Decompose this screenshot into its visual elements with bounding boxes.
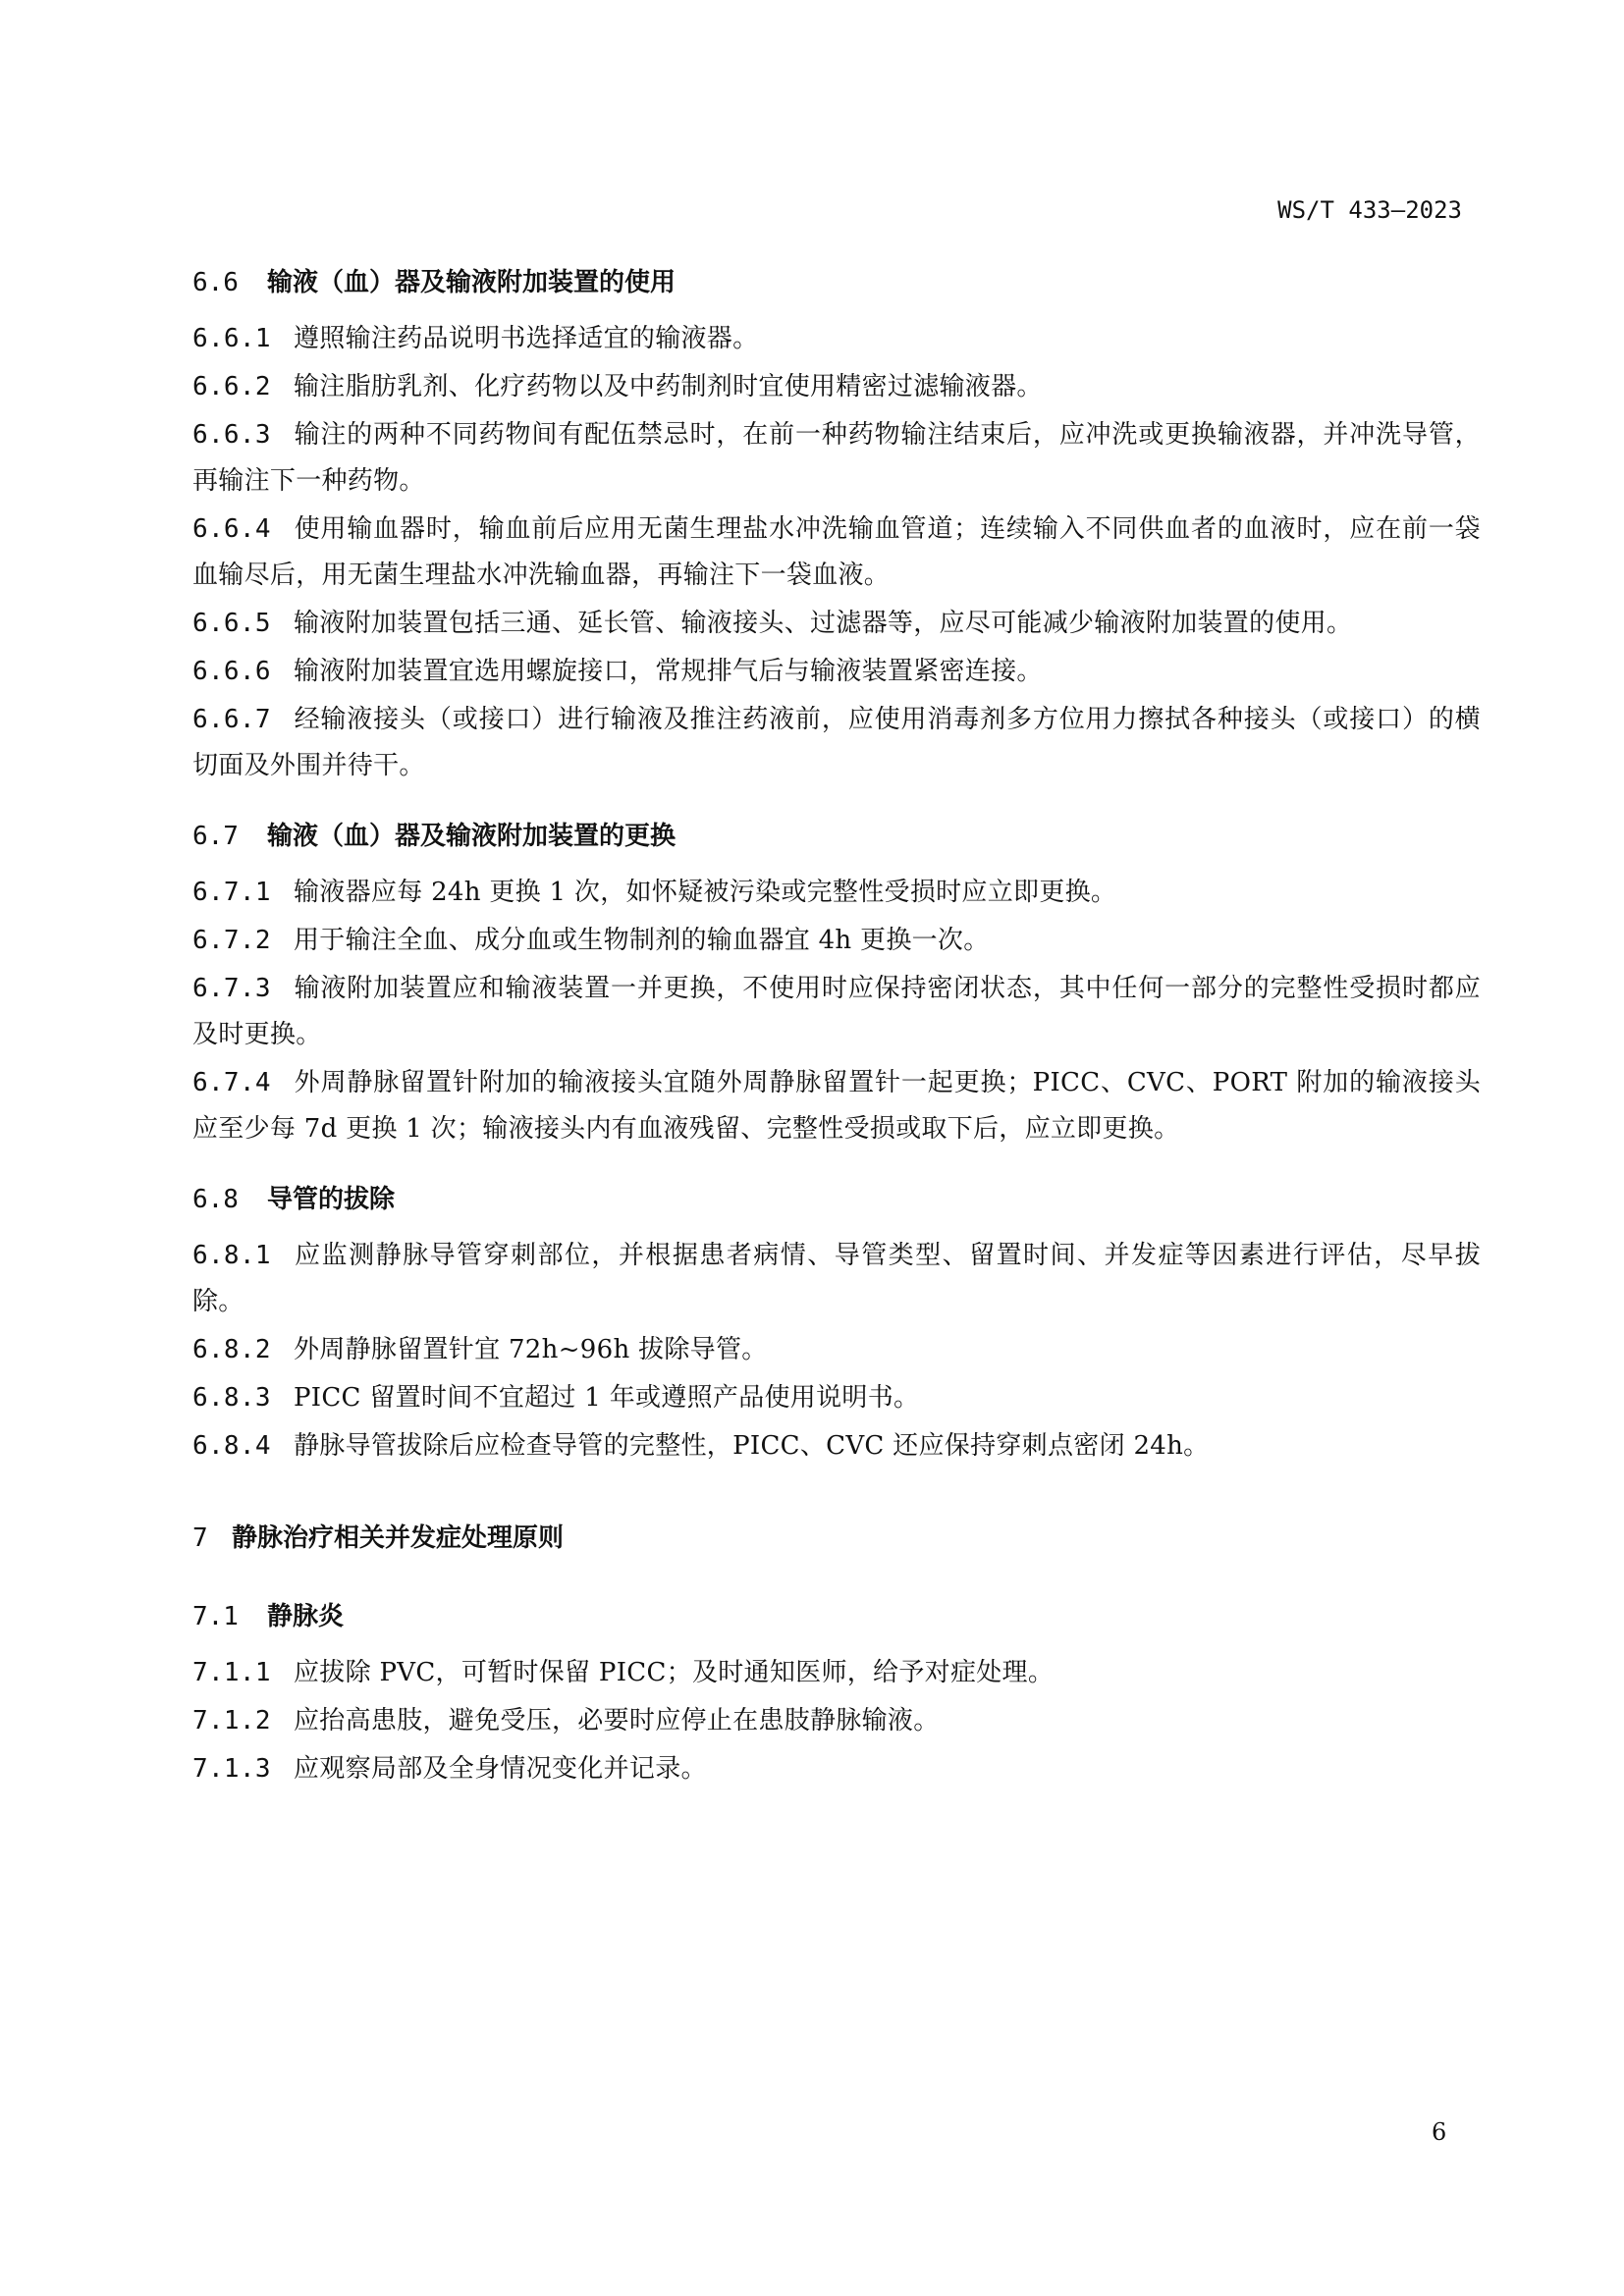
- clause-number: 6.8.4: [192, 1431, 271, 1461]
- section-number: 7.1: [192, 1602, 239, 1631]
- clause-6-8-3: [192, 1375, 1481, 1421]
- clause-number: 6.6.7: [192, 705, 271, 734]
- section-number: 6.7: [192, 822, 239, 851]
- clause-text: 静脉导管拔除后应检查导管的完整性，PICC、CVC 还应保持穿刺点密闭 24h。: [294, 1431, 1210, 1461]
- section-heading-6-8: [192, 1180, 1481, 1219]
- section-title: 输液（血）器及输液附加装置的使用: [267, 268, 677, 297]
- clause-number: 6.6.3: [192, 420, 271, 450]
- clause-number: 6.6.6: [192, 657, 271, 686]
- section-title: 输液（血）器及输液附加装置的更换: [267, 822, 677, 851]
- clause-6-7-2: [192, 918, 1481, 964]
- clause-number: 6.6.5: [192, 609, 271, 638]
- clause-text: 用于输注全血、成分血或生物制剂的输血器宜 4h 更换一次。: [294, 926, 990, 955]
- clause-6-6-6: [192, 649, 1481, 695]
- section-heading-6-6: [192, 263, 1481, 302]
- clause-number: 6.7.2: [192, 926, 271, 955]
- clause-text: 经输液接头（或接口）进行输液及推注药液前，应使用消毒剂多方位用力擦拭各种接头（或接口）的横切面及外围并待干。: [192, 705, 1481, 780]
- clause-text: 输液附加装置宜选用螺旋接口，常规排气后与输液装置紧密连接。: [294, 657, 1043, 686]
- clause-text: 输液附加装置包括三通、延长管、输液接头、过滤器等，应尽可能减少输液附加装置的使用。: [294, 609, 1353, 638]
- clause-6-8-4: [192, 1423, 1481, 1469]
- section-number: 7: [192, 1523, 208, 1553]
- clause-number: 6.6.2: [192, 372, 271, 401]
- clause-6-6-3: [192, 412, 1481, 505]
- clause-number: 6.8.3: [192, 1383, 271, 1413]
- clause-number: 6.7.4: [192, 1068, 271, 1097]
- clause-number: 7.1.1: [192, 1658, 271, 1687]
- clause-text: 外周静脉留置针附加的输液接头宜随外周静脉留置针一起更换；PICC、CVC、PORT 附加的输液接头应至少每 7d 更换 1 次；输液接头内有血液残留、完整性受损或取下后，应立即更换。: [192, 1068, 1481, 1144]
- section-heading-7: [192, 1519, 1481, 1558]
- clause-number: 6.7.1: [192, 878, 271, 907]
- clause-number: 6.8.2: [192, 1335, 271, 1364]
- document-body: [192, 263, 1481, 1794]
- clause-text: 输液附加装置应和输液装置一并更换，不使用时应保持密闭状态，其中任何一部分的完整性受损时都应及时更换。: [192, 974, 1481, 1049]
- section-title: 静脉治疗相关并发症处理原则: [232, 1523, 565, 1553]
- clause-number: 7.1.2: [192, 1706, 271, 1735]
- clause-6-6-7: [192, 697, 1481, 789]
- section-title: 导管的拔除: [267, 1185, 396, 1214]
- clause-text: 应监测静脉导管穿刺部位，并根据患者病情、导管类型、留置时间、并发症等因素进行评估，尽早拔除。: [192, 1241, 1481, 1316]
- document-id: WS/T 433—2023: [1277, 196, 1462, 224]
- clause-6-7-1: [192, 870, 1481, 916]
- clause-6-6-2: [192, 364, 1481, 410]
- clause-7-1-3: [192, 1746, 1481, 1792]
- clause-text: 外周静脉留置针宜 72h~96h 拔除导管。: [294, 1335, 768, 1364]
- clause-6-8-1: [192, 1233, 1481, 1325]
- clause-text: 遵照输注药品说明书选择适宜的输液器。: [294, 324, 759, 353]
- section-heading-7-1: [192, 1597, 1481, 1636]
- clause-text: 输注脂肪乳剂、化疗药物以及中药制剂时宜使用精密过滤输液器。: [294, 372, 1043, 401]
- section-title: 静脉炎: [267, 1602, 345, 1631]
- clause-text: PICC 留置时间不宜超过 1 年或遵照产品使用说明书。: [294, 1383, 920, 1413]
- clause-text: 输液器应每 24h 更换 1 次，如怀疑被污染或完整性受损时应立即更换。: [294, 878, 1117, 907]
- clause-number: 6.6.1: [192, 324, 271, 353]
- clause-number: 6.7.3: [192, 974, 271, 1003]
- clause-text: 使用输血器时，输血前后应用无菌生理盐水冲洗输血管道；连续输入不同供血者的血液时，应在前一袋血输尽后，用无菌生理盐水冲洗输血器，再输注下一袋血液。: [192, 514, 1481, 590]
- clause-7-1-2: [192, 1698, 1481, 1744]
- section-number: 6.6: [192, 268, 239, 297]
- section-heading-6-7: [192, 817, 1481, 856]
- page-number: 6: [1432, 2118, 1447, 2146]
- clause-text: 应抬高患肢，避免受压，必要时应停止在患肢静脉输液。: [294, 1706, 940, 1735]
- section-number: 6.8: [192, 1185, 239, 1214]
- clause-6-7-3: [192, 966, 1481, 1058]
- clause-7-1-1: [192, 1650, 1481, 1696]
- clause-number: 7.1.3: [192, 1754, 271, 1784]
- clause-text: 应拔除 PVC，可暂时保留 PICC；及时通知医师，给予对症处理。: [294, 1658, 1055, 1687]
- clause-text: 输注的两种不同药物间有配伍禁忌时，在前一种药物输注结束后，应冲洗或更换输液器，并冲洗导管，再输注下一种药物。: [192, 420, 1481, 496]
- clause-6-8-2: [192, 1327, 1481, 1373]
- clause-6-7-4: [192, 1060, 1481, 1152]
- clause-6-6-1: [192, 316, 1481, 362]
- clause-6-6-4: [192, 507, 1481, 599]
- clause-number: 6.8.1: [192, 1241, 271, 1270]
- clause-6-6-5: [192, 601, 1481, 647]
- clause-number: 6.6.4: [192, 514, 271, 544]
- clause-text: 应观察局部及全身情况变化并记录。: [294, 1754, 707, 1784]
